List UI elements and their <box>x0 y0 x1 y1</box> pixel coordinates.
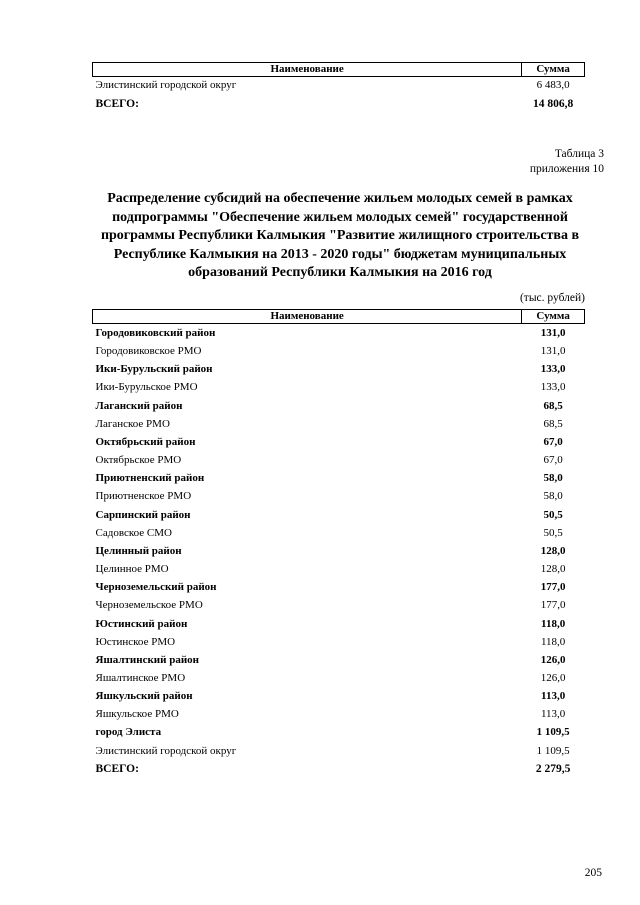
row-sum: 68,5 <box>543 399 563 412</box>
row-name: город Элиста <box>95 726 162 739</box>
row-name: Лаганское РМО <box>95 417 170 430</box>
district-row <box>93 506 585 524</box>
row-sum: 50,5 <box>543 508 563 521</box>
document-title: Распределение субсидий на обеспечение жильем молодых семей в рамках подпрограммы "Обеспечение жильем молодых семей" государственной программы Республики Калмыкия "Развитие жилищного строительства в Республике Калмыкия на 2013 - 2020 годы" бюджетам муниципальных образований Республики Калмыкия на 2016 год <box>100 191 580 280</box>
row-sum: 1 109,5 <box>536 726 570 739</box>
row-sum: 67,0 <box>543 454 563 467</box>
total-sum: 14 806,8 <box>532 98 574 110</box>
column-header-sum: Сумма <box>522 310 585 324</box>
row-sum: 118,0 <box>541 617 566 630</box>
total-sum: 2 279,5 <box>535 762 571 775</box>
row-name: Яшалтинский район <box>95 653 200 666</box>
row-name: Сарпинский район <box>95 508 191 521</box>
district-row <box>93 324 585 343</box>
table-main <box>92 309 585 778</box>
row-name: Целинное РМО <box>95 563 169 576</box>
row-name: Яшкульское РМО <box>95 708 179 721</box>
row-name: Целинный район <box>95 544 182 557</box>
row-sum: 133,0 <box>540 381 566 394</box>
municipality-row <box>93 669 585 687</box>
row-name: Садовское СМО <box>95 526 172 539</box>
municipality-row <box>93 705 585 723</box>
row-sum: 133,0 <box>540 363 566 376</box>
row-sum: 67,0 <box>543 435 563 448</box>
municipality-row <box>93 560 585 578</box>
municipality-row <box>93 77 585 95</box>
column-header-name: Наименование <box>93 63 522 77</box>
column-header-sum: Сумма <box>522 63 585 77</box>
appendix-reference: приложения 10 <box>529 163 604 175</box>
row-name: Октябрьский район <box>95 435 196 448</box>
column-header-name: Наименование <box>93 310 522 324</box>
municipality-row <box>93 415 585 433</box>
row-sum: 177,0 <box>540 599 566 612</box>
total-label: ВСЕГО: <box>95 98 139 110</box>
row-name: Черноземельский район <box>95 581 217 594</box>
district-row <box>93 615 585 633</box>
total-label: ВСЕГО: <box>95 762 139 775</box>
table-main-body <box>93 324 585 760</box>
row-sum: 68,5 <box>543 417 563 430</box>
district-row <box>93 578 585 596</box>
municipality-row <box>93 524 585 542</box>
district-row <box>93 723 585 741</box>
row-name: Яшкульский район <box>95 690 193 703</box>
municipality-row <box>93 378 585 396</box>
row-sum: 1 109,5 <box>536 744 570 757</box>
row-sum: 6 483,0 <box>536 79 570 91</box>
row-name: Яшалтинское РМО <box>95 671 186 684</box>
district-row <box>93 469 585 487</box>
row-sum: 128,0 <box>540 563 566 576</box>
page-number: 205 <box>584 867 602 879</box>
row-name: Приютненское РМО <box>95 490 192 503</box>
row-sum: 113,0 <box>541 690 566 703</box>
row-sum: 128,0 <box>540 544 566 557</box>
municipality-row <box>93 487 585 505</box>
municipality-row <box>93 742 585 760</box>
row-sum: 58,0 <box>543 472 563 485</box>
district-row <box>93 397 585 415</box>
row-name: Городовиковское РМО <box>95 345 202 358</box>
row-sum: 131,0 <box>540 345 566 358</box>
district-row <box>93 651 585 669</box>
row-sum: 113,0 <box>540 708 566 721</box>
row-sum: 126,0 <box>540 653 566 666</box>
row-name: Элистинский городской округ <box>95 79 237 91</box>
row-name: Юстинский район <box>95 617 188 630</box>
row-name: Городовиковский район <box>95 327 216 339</box>
district-row <box>93 542 585 560</box>
row-sum: 126,0 <box>540 671 566 684</box>
row-sum: 131,0 <box>540 327 566 339</box>
row-sum: 118,0 <box>540 635 566 648</box>
row-name: Элистинский городской округ <box>95 744 237 757</box>
district-row <box>93 687 585 705</box>
row-name: Ики-Бурульское РМО <box>95 381 198 394</box>
district-row <box>93 360 585 378</box>
row-name: Приютненский район <box>95 472 205 485</box>
total-row <box>93 94 585 114</box>
municipality-row <box>93 596 585 614</box>
table-top <box>92 62 585 114</box>
row-name: Юстинское РМО <box>95 635 176 648</box>
municipality-row <box>93 342 585 360</box>
table-header-row <box>93 310 585 324</box>
table-top-body <box>93 77 585 95</box>
table-caption <box>530 147 604 177</box>
row-name: Лаганский район <box>95 399 183 412</box>
district-row <box>93 433 585 451</box>
row-sum: 177,0 <box>540 581 566 594</box>
row-name: Ики-Бурульский район <box>95 363 213 376</box>
row-sum: 50,5 <box>543 526 563 539</box>
row-name: Черноземельское РМО <box>95 599 203 612</box>
table-header-row <box>93 63 585 77</box>
total-row <box>93 760 585 778</box>
row-sum: 58,0 <box>543 490 563 503</box>
municipality-row <box>93 451 585 469</box>
units-label: (тыс. рублей) <box>519 292 585 304</box>
row-name: Октябрьское РМО <box>95 454 182 467</box>
municipality-row <box>93 633 585 651</box>
table-number: Таблица 3 <box>554 148 604 160</box>
